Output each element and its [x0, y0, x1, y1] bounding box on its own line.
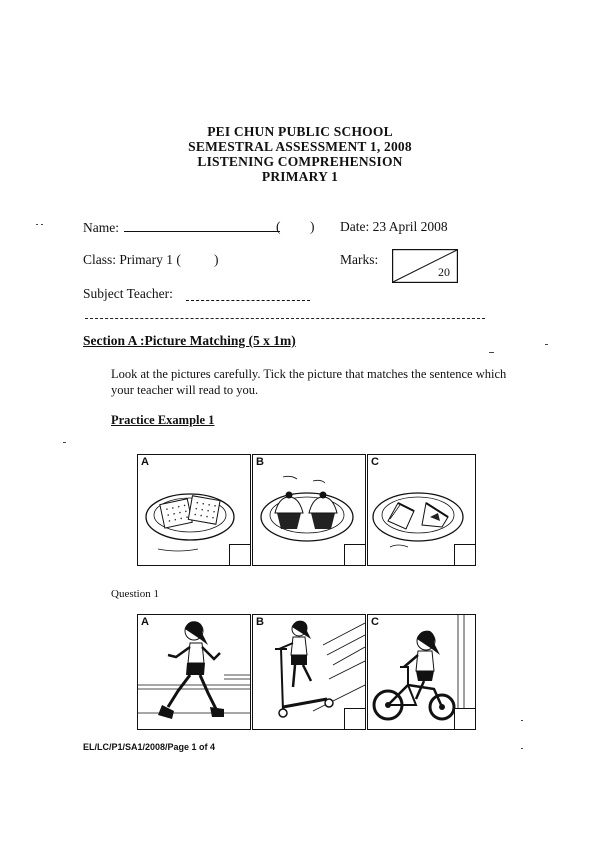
question-option-a[interactable]: [137, 614, 251, 730]
section-a-instructions: Look at the pictures carefully. Tick the picture that matches the sentence which your teacher will read to you.: [111, 367, 507, 397]
marks-label: Marks:: [340, 252, 379, 267]
name-label: Name:: [83, 220, 119, 235]
scan-speck: [36, 224, 38, 225]
option-letter: A: [141, 456, 149, 468]
section-a-title: Section A :Picture Matching (5 x 1m): [83, 333, 296, 348]
exam-header: [0, 124, 600, 184]
practice-option-b[interactable]: [252, 454, 366, 566]
date-value: 23 April 2008: [372, 219, 448, 234]
subject-teacher-label: Subject Teacher:: [83, 286, 173, 301]
practice-example-title: Practice Example 1: [111, 413, 215, 427]
scan-speck: [489, 352, 494, 353]
school-name: PEI CHUN PUBLIC SCHOOL: [207, 124, 393, 139]
practice-option-a[interactable]: [137, 454, 251, 566]
subject-teacher-blank[interactable]: [186, 300, 310, 301]
level-title: PRIMARY 1: [261, 169, 339, 184]
question-option-c[interactable]: [367, 614, 476, 730]
scan-speck: [545, 344, 548, 345]
option-letter: A: [141, 616, 149, 628]
name-row: [83, 219, 280, 236]
practice-option-c[interactable]: [367, 454, 476, 566]
option-letter: B: [256, 616, 264, 628]
scan-speck: [521, 748, 523, 749]
date-row: [340, 219, 448, 235]
page-footer: EL/LC/P1/SA1/2008/Page 1 of 4: [83, 742, 216, 752]
register-number-paren-close: ): [310, 219, 315, 234]
marks-total: 20: [438, 265, 450, 279]
tick-box[interactable]: [454, 708, 475, 729]
subject-teacher-row: [83, 286, 173, 302]
option-letter: B: [256, 456, 264, 468]
scan-speck: [521, 720, 523, 721]
option-letter: C: [371, 456, 379, 468]
date-label: Date:: [340, 219, 370, 234]
tick-box[interactable]: [229, 544, 250, 565]
girl-running-icon: [138, 615, 250, 729]
register-number-paren-open: (: [276, 219, 281, 234]
paper-title: LISTENING COMPREHENSION: [197, 154, 403, 169]
question-1-label: Question 1: [111, 588, 159, 600]
divider: [85, 318, 485, 319]
name-blank[interactable]: [124, 219, 280, 232]
scan-speck: [63, 442, 66, 443]
class-label: Class: Primary 1 (: [83, 252, 181, 267]
tick-box[interactable]: [344, 544, 365, 565]
scan-speck: [41, 224, 43, 225]
marks-box: [392, 249, 458, 283]
tick-box[interactable]: [454, 544, 475, 565]
class-paren-close: ): [214, 252, 219, 267]
question-option-b[interactable]: [252, 614, 366, 730]
assessment-title: SEMESTRAL ASSESSMENT 1, 2008: [188, 139, 412, 154]
tick-box[interactable]: [344, 708, 365, 729]
option-letter: C: [371, 616, 379, 628]
